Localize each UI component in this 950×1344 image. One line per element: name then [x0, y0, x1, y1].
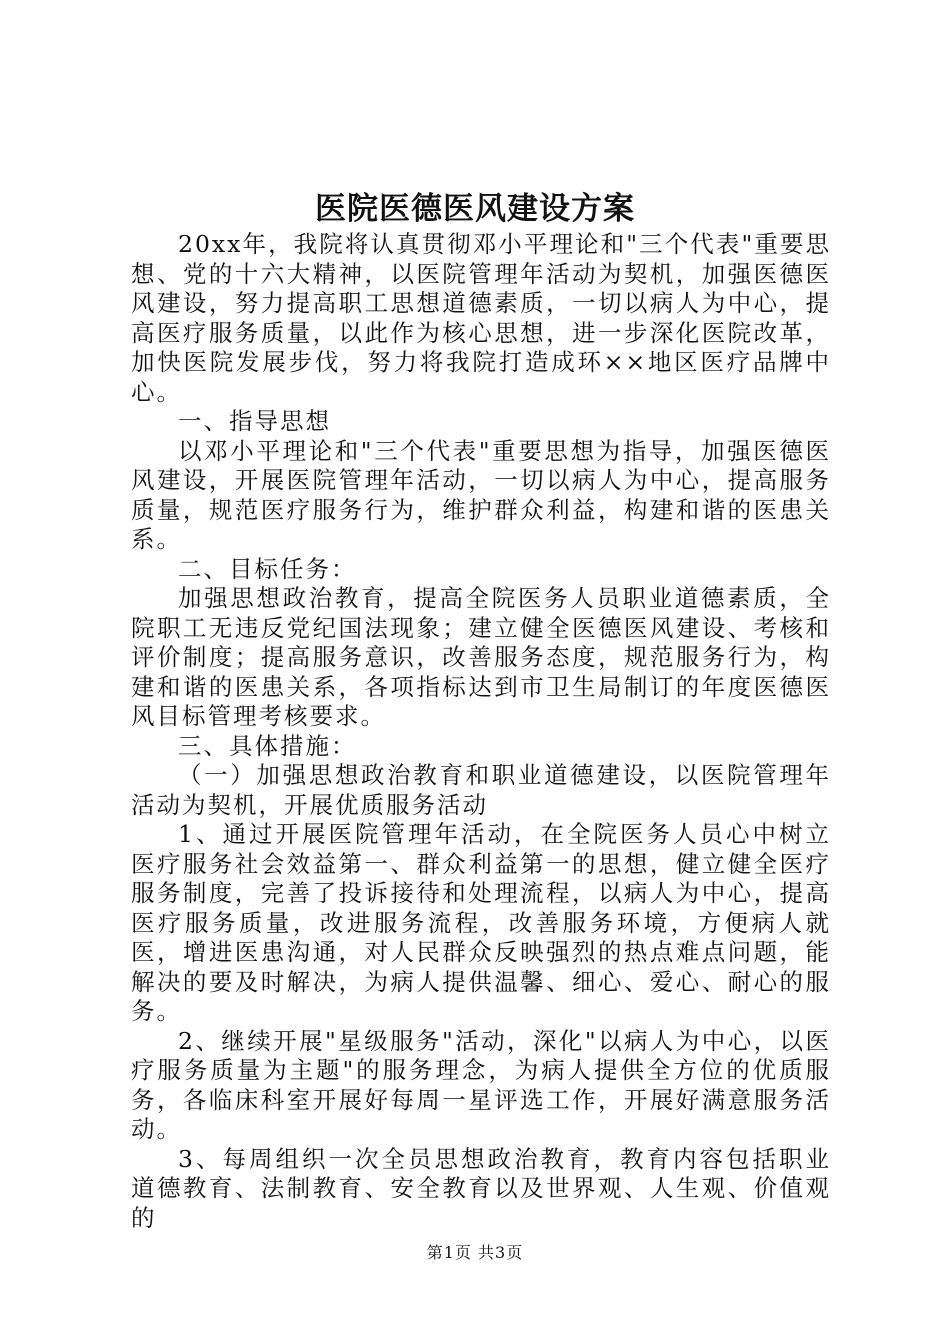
measures-subheading-1: （一）加强思想政治教育和职业道德建设，以医院管理年活动为契机，开展优质服务活动	[131, 761, 831, 819]
measure-item-1: 1、通过开展医院管理年活动，在全院医务人员心中树立医疗服务社会效益第一、群众利益第一的思想，健立健全医疗服务制度，完善了投诉接待和处理流程，以病人为中心，提高医疗服务质量，改进服务流程，改善服务环境，方便病人就医，增进医患沟通，对人民群众反映强烈的热点难点问题，能解决的要及时解决，为病人提供温馨、细心、爱心、耐心的服务。	[131, 820, 831, 1025]
intro-paragraph: 20xx年，我院将认真贯彻邓小平理论和"三个代表"重要思想、党的十六大精神，以医院管理年活动为契机，加强医德医风建设，努力提高职工思想道德素质，一切以病人为中心，提高医疗服务质量，以此作为核心思想，进一步深化医院改革，加快医院发展步伐，努力将我院打造成环××地区医疗品牌中心。	[131, 230, 831, 406]
document-title: 医院医德医风建设方案	[315, 191, 635, 227]
section-heading-goals: 二、目标任务：	[178, 554, 357, 583]
measure-item-3: 3、每周组织一次全员思想政治教育，教育内容包括职业道德教育、法制教育、安全教育以及世界观、人生观、价值观的	[131, 1144, 831, 1232]
guiding-ideology-paragraph: 以邓小平理论和"三个代表"重要思想为指导，加强医德医风建设，开展医院管理年活动，一切以病人为中心，提高服务质量，规范医疗服务行为，维护群众利益，构建和谐的医患关系。	[131, 436, 831, 553]
measure-item-2: 2、继续开展"星级服务"活动，深化"以病人为中心，以医疗服务质量为主题"的服务理念，为病人提供全方位的优质服务，各临床科室开展好每周一星评选工作，开展好满意服务活动。	[131, 1026, 831, 1143]
section-heading-measures: 三、具体措施：	[178, 731, 357, 760]
section-heading-guiding-ideology: 一、指导思想	[178, 407, 331, 435]
page-footer: 第1页 共3页	[426, 1243, 524, 1262]
goals-paragraph: 加强思想政治教育，提高全院医务人员职业道德素质，全院职工无违反党纪国法现象；建立健全医德医风建设、考核和评价制度；提高服务意识，改善服务态度，规范服务行为，构建和谐的医患关系，各项指标达到市卫生局制订的年度医德医风目标管理考核要求。	[131, 584, 831, 730]
document-body	[131, 230, 831, 1233]
